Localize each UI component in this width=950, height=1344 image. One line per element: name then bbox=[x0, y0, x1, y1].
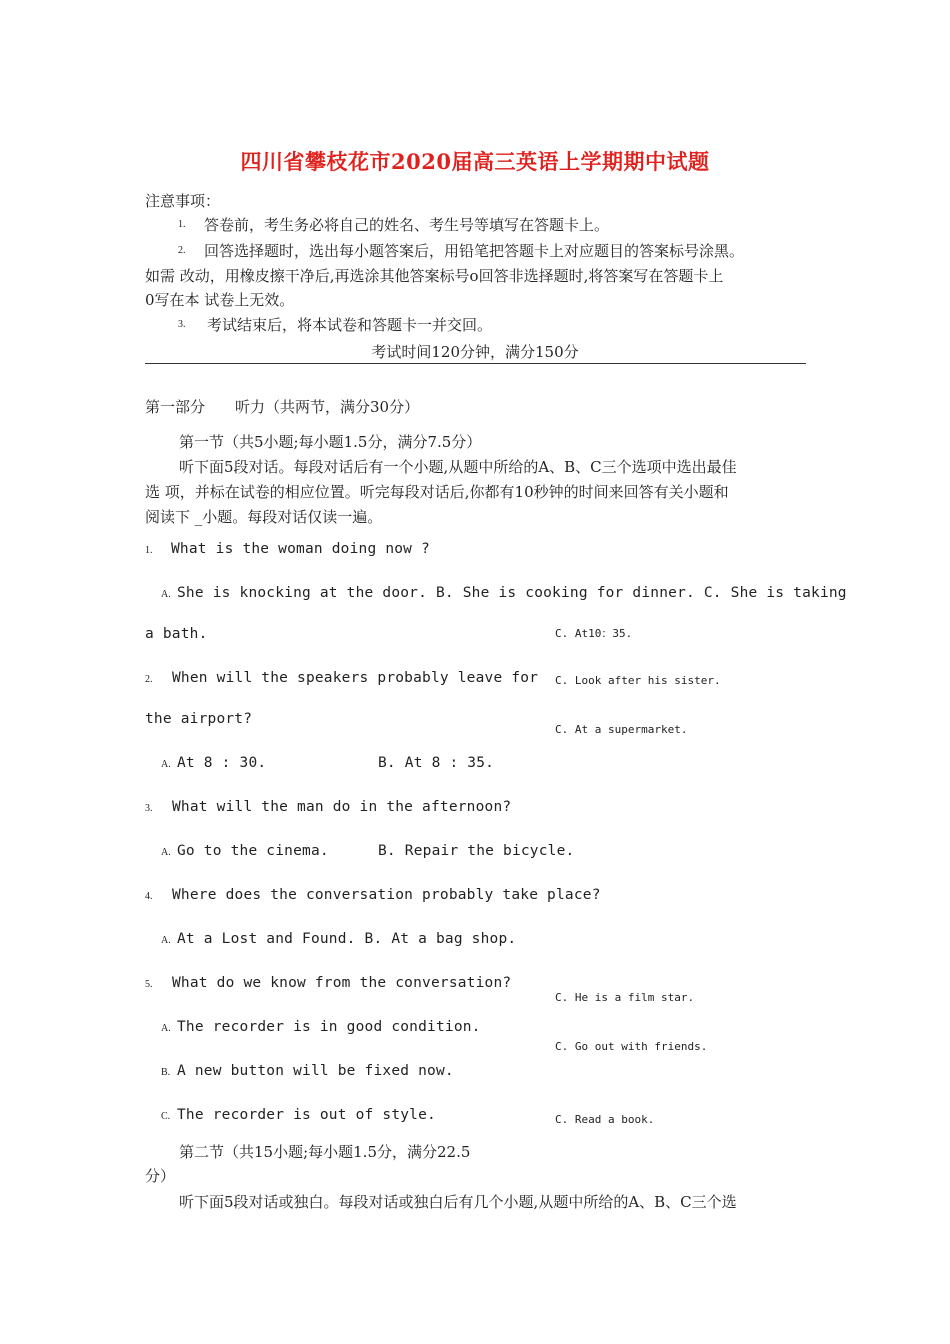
option-c-text: C. He is a film star. bbox=[555, 991, 695, 1004]
notice-item-text: 如需 改动，用橡皮擦干净后,再选涂其他答案标号o回答非选择题时,将答案写在答题卡上 bbox=[145, 267, 724, 285]
notice-item-number: 3. bbox=[178, 319, 186, 330]
section2-instruction: 听下面5段对话或独白。每段对话或独白后有几个小题,从题中所给的A、B、C三个选 bbox=[179, 1193, 737, 1211]
option-text: The recorder is in good condition. bbox=[177, 1019, 481, 1035]
option-text: She is knocking at the door. B. She is cooking for dinner. C. She is taking bbox=[177, 585, 847, 601]
question-number: 3. bbox=[145, 803, 153, 814]
option-text: At 8 : 30. bbox=[177, 755, 267, 771]
option-label: B. bbox=[161, 1067, 171, 1078]
question-number: 2. bbox=[145, 674, 153, 685]
section2-heading: 分） bbox=[145, 1167, 176, 1185]
option-text: B. At 8 : 35. bbox=[378, 755, 495, 771]
question-text: the airport? bbox=[145, 711, 253, 727]
option-text: Go to the cinema. bbox=[177, 843, 329, 859]
option-c-text: C. At10：35. bbox=[555, 627, 633, 640]
notice-item-number: 2. bbox=[178, 245, 186, 256]
option-c-text: C. Look after his sister. bbox=[555, 674, 721, 687]
question-number: 4. bbox=[145, 891, 153, 902]
section1-instruction: 阅读下 _小题。每段对话仅读一遍。 bbox=[145, 508, 383, 526]
section1-instruction: 听下面5段对话。每段对话后有一个小题,从题中所给的A、B、C三个选项中选出最佳 bbox=[179, 458, 737, 476]
notice-item-text: 考试结束后，将本试卷和答题卡一并交回。 bbox=[207, 316, 493, 334]
divider bbox=[145, 363, 806, 364]
option-label: A. bbox=[161, 1023, 171, 1034]
option-label: A. bbox=[161, 759, 171, 770]
option-text: B. Repair the bicycle. bbox=[378, 843, 575, 859]
notice-item-text: 0写在本 试卷上无效。 bbox=[145, 291, 295, 309]
option-text: The recorder is out of style. bbox=[177, 1107, 436, 1123]
option-text: a bath. bbox=[145, 626, 208, 642]
question-number: 1. bbox=[145, 545, 153, 556]
section1-instruction: 选 项，并标在试卷的相应位置。听完每段对话后,你都有10秒钟的时间来回答有关小题和 bbox=[145, 483, 729, 501]
question-text: Where does the conversation probably take place? bbox=[172, 887, 601, 903]
option-text: A new button will be fixed now. bbox=[177, 1063, 454, 1079]
option-label: A. bbox=[161, 589, 171, 600]
question-text: What do we know from the conversation? bbox=[172, 975, 512, 991]
option-c-text: C. Read a book. bbox=[555, 1113, 655, 1126]
option-c-text: C. Go out with friends. bbox=[555, 1040, 708, 1053]
question-number: 5. bbox=[145, 979, 153, 990]
notice-item-number: 1. bbox=[178, 219, 186, 230]
option-label: A. bbox=[161, 935, 171, 946]
question-text: What will the man do in the afternoon? bbox=[172, 799, 512, 815]
option-c-text: C. At a supermarket. bbox=[555, 723, 688, 736]
part1-heading: 第一部分 听力（共两节，满分30分） bbox=[145, 398, 420, 416]
option-label: C. bbox=[161, 1111, 171, 1122]
option-text: At a Lost and Found. B. At a bag shop. bbox=[177, 931, 517, 947]
question-text: When will the speakers probably leave for bbox=[172, 670, 539, 686]
page-title: 四川省攀枝花市2020届高三英语上学期期中试题 bbox=[240, 149, 710, 174]
exam-time: 考试时间120分钟，满分150分 bbox=[371, 343, 579, 361]
notice-item-text: 回答选择题时，选出每小题答案后，用铅笔把答题卡上对应题目的答案标号涂黑。 bbox=[204, 242, 745, 260]
question-text: What is the woman doing now ? bbox=[171, 541, 430, 557]
option-label: A. bbox=[161, 847, 171, 858]
section1-heading: 第一节（共5小题;每小题1.5分，满分7.5分） bbox=[179, 433, 482, 451]
notice-item-text: 答卷前，考生务必将自己的姓名、考生号等填写在答题卡上。 bbox=[204, 216, 610, 234]
section2-heading: 第二节（共15小题;每小题1.5分，满分22.5 bbox=[179, 1143, 471, 1161]
notice-heading: 注意事项： bbox=[145, 192, 221, 210]
